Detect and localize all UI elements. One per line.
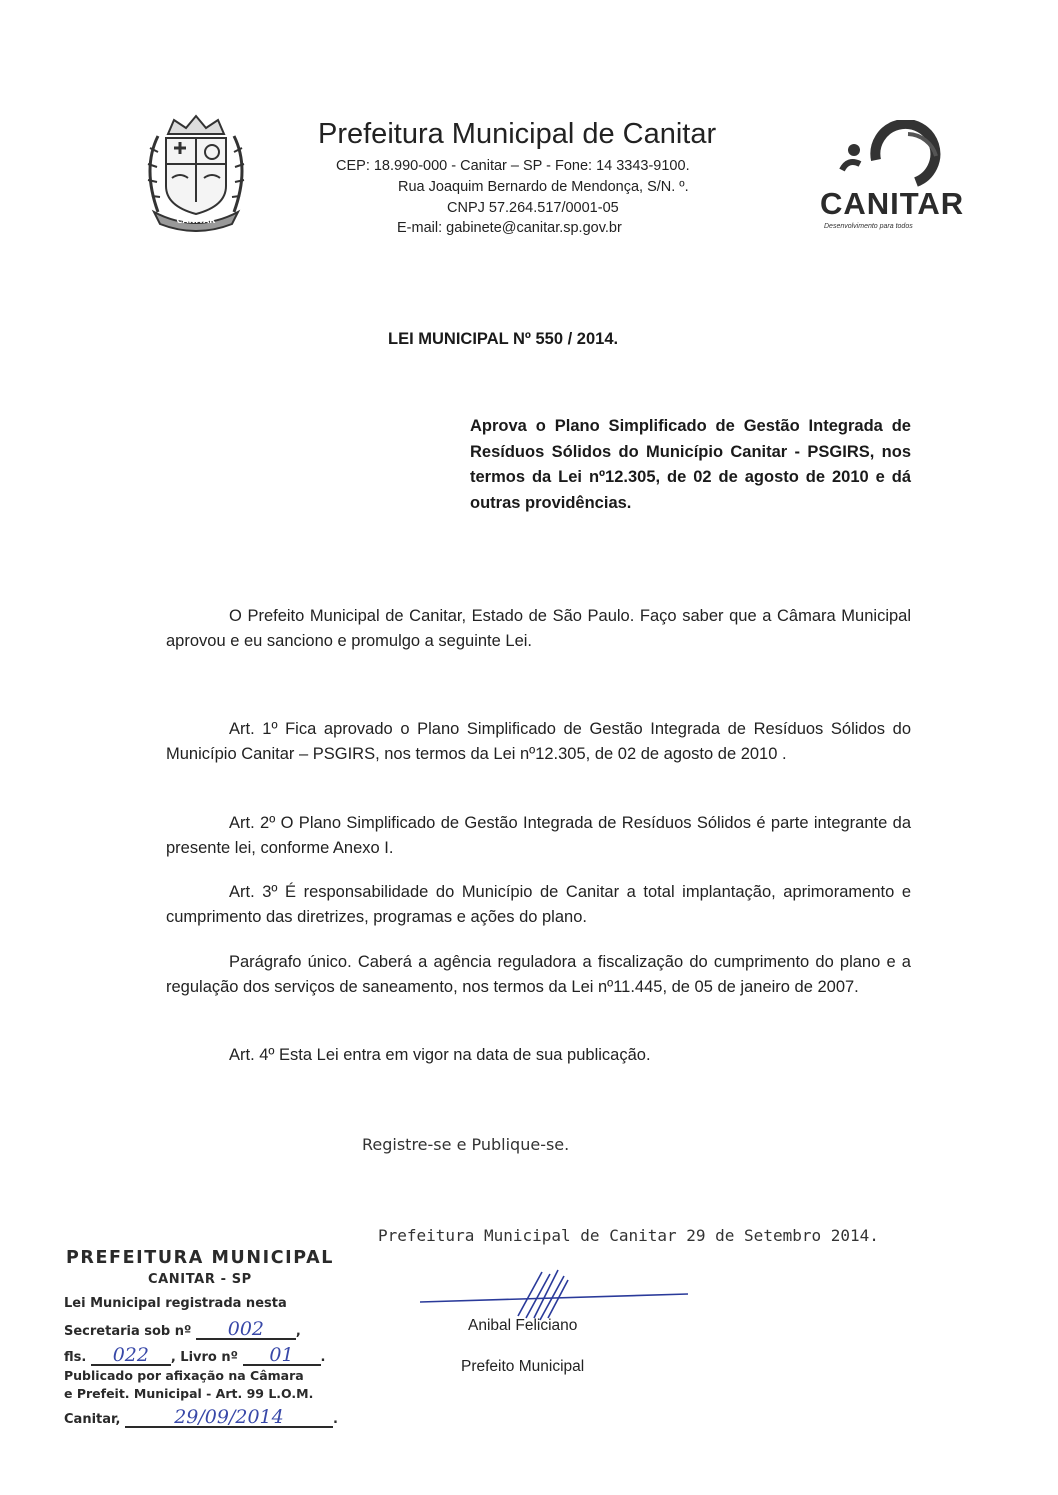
law-ementa: Aprova o Plano Simplificado de Gestão Integrada de Resíduos Sólidos do Município Canitar - PSGIRS, nos termos da Lei nº12.305, de 02 de agosto de 2010 e dá outras providências. [470, 417, 911, 512]
signer-role: Prefeito Municipal [461, 1358, 585, 1375]
stamp-fls-value: 022 [91, 1346, 171, 1366]
stamp-line-secretaria: Secretaria sob nº 002 , [64, 1318, 301, 1340]
article-4: Art. 4º Esta Lei entra em vigor na data de sua publicação. [229, 1046, 651, 1064]
article-3: Art. 3º É responsabilidade do Município de Canitar a total implantação, aprimoramento e cumprimento das diretrizes, programas e ações do plano. [166, 883, 911, 926]
stamp-livro-label: , Livro nº [170, 1350, 238, 1365]
stamp-subtitle: CANITAR - SP [148, 1272, 252, 1287]
stamp-title: PREFEITURA MUNICIPAL [66, 1248, 334, 1268]
stamp-line-fls-livro: fls. 022 , Livro nº 01 . [64, 1344, 326, 1366]
org-name: Prefeitura Municipal de Canitar [318, 118, 717, 150]
article-1: Art. 1º Fica aprovado o Plano Simplificado de Gestão Integrada de Resíduos Sólidos do Município Canitar – PSGIRS, nos termos da Lei nº12.305, de 02 de agosto de 2010 . [166, 720, 911, 763]
date-place-line: Prefeitura Municipal de Canitar 29 de Setembro 2014. [378, 1226, 879, 1245]
sole-paragraph: Parágrafo único. Caberá a agência reguladora a fiscalização do cumprimento do plano e a regulação dos serviços de saneamento, nos termos da Lei nº11.445, de 05 de janeiro de 2007. [166, 953, 911, 996]
stamp-fls-label: fls. [64, 1350, 87, 1365]
header-cnpj-line: CNPJ 57.264.517/0001-05 [447, 200, 619, 216]
header-cep-line: CEP: 18.990-000 - Canitar – SP - Fone: 14 3343-9100. [336, 158, 690, 174]
signer-name: Anibal Feliciano [468, 1317, 578, 1334]
stamp-date-value: 29/09/2014 [125, 1408, 333, 1428]
stamp-livro-value: 01 [243, 1346, 321, 1366]
header-email-line: E-mail: gabinete@canitar.sp.gov.br [397, 220, 622, 236]
law-title: LEI MUNICIPAL Nº 550 / 2014. [388, 330, 619, 348]
coat-of-arms-icon [128, 112, 264, 232]
stamp-line-date: Canitar, 29/09/2014 . [64, 1406, 338, 1428]
stamp-secretaria-value: 002 [196, 1320, 296, 1340]
header-address-line: Rua Joaquim Bernardo de Mendonça, S/N. º. [398, 179, 689, 195]
registration-stamp [60, 1244, 364, 1434]
stamp-line-registered: Lei Municipal registrada nesta [64, 1296, 287, 1311]
stamp-secretaria-label: Secretaria sob nº [64, 1324, 192, 1339]
logo-wordmark: CANITAR [820, 186, 965, 221]
stamp-line-article: e Prefeit. Municipal - Art. 99 L.O.M. [64, 1386, 314, 1401]
coat-ribbon-label: CANITAR [176, 216, 216, 225]
logo-tagline: Desenvolvimento para todos [824, 223, 913, 230]
stamp-canitar-label: Canitar, [64, 1412, 121, 1427]
preamble-paragraph: O Prefeito Municipal de Canitar, Estado de São Paulo. Faço saber que a Câmara Municipal aprovou e eu sanciono e promulgo a seguinte Lei. [166, 607, 911, 650]
closing-formula: Registre-se e Publique-se. [362, 1135, 570, 1154]
stamp-line-published: Publicado por afixação na Câmara [64, 1368, 304, 1383]
article-2: Art. 2º O Plano Simplificado de Gestão Integrada de Resíduos Sólidos é parte integrante da presente lei, conforme Anexo I. [166, 814, 911, 857]
